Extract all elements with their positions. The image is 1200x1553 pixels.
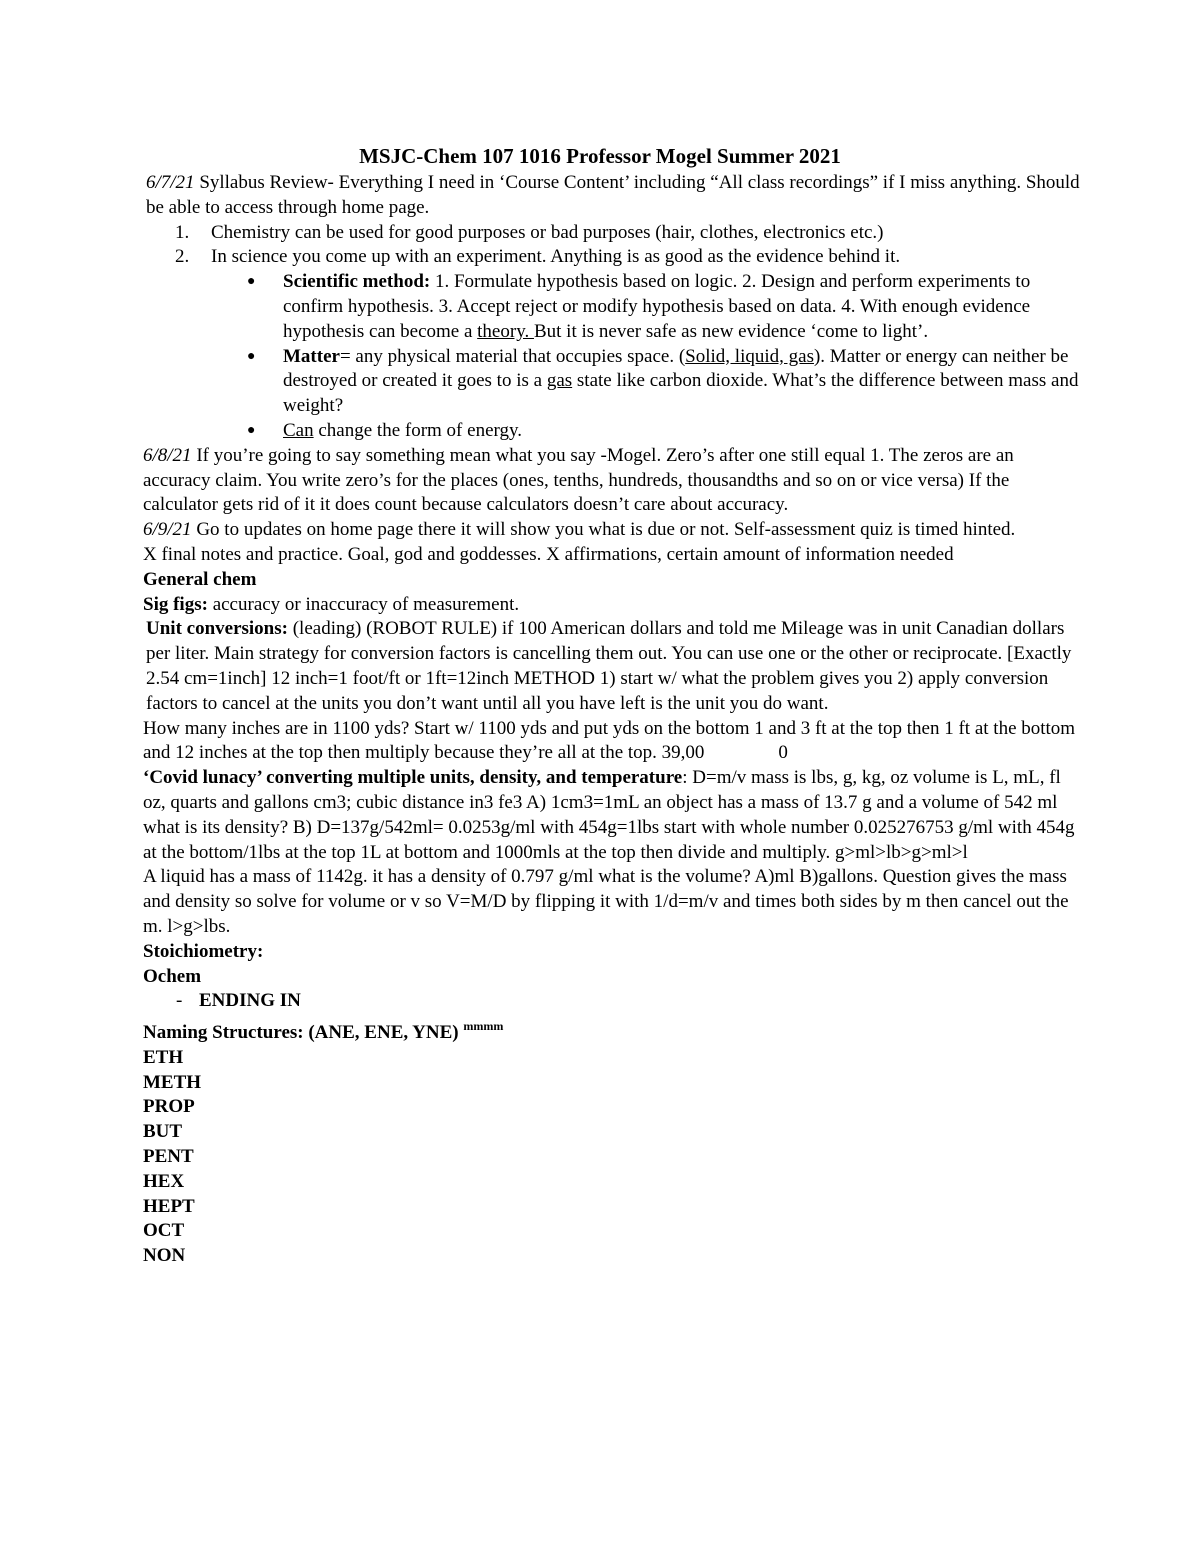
bullet-scientific-method bbox=[143, 270, 1080, 344]
bullet-matter bbox=[143, 345, 1080, 419]
bullet-text: ). Matter or energy can neither be destroyed or created it goes to is a bbox=[283, 345, 1069, 392]
sig-figs-label: Sig figs: bbox=[143, 593, 208, 615]
heading-ochem: Ochem bbox=[143, 965, 202, 987]
bullet-text: state like carbon dioxide. What’s the difference between mass and weight? bbox=[283, 370, 1079, 417]
bullet-energy bbox=[143, 419, 1080, 444]
inches-question-text: How many inches are in 1100 yds? Start w/ 1100 yds and put yds on the bottom 1 and 3 ft at the top then 1 ft at the bottom and 12 inches at the top then multiply because they’re all at the top. 39,00 bbox=[143, 717, 1076, 764]
prefix-list bbox=[143, 1046, 1080, 1269]
sig-figs-text: accuracy or inaccuracy of measurement. bbox=[207, 593, 520, 615]
prefix-item: ETH bbox=[143, 1046, 184, 1068]
unit-conversions bbox=[143, 617, 1080, 716]
prefix-item: BUT bbox=[143, 1121, 183, 1143]
inches-question bbox=[143, 717, 1080, 767]
bullet-icon: ● bbox=[247, 422, 256, 438]
bullet-text: = any physical material that occupies space. ( bbox=[339, 345, 686, 367]
prefix-item: PROP bbox=[143, 1096, 195, 1118]
sig-figs bbox=[143, 593, 1080, 618]
covid-label: ‘Covid lunacy’ converting multiple units, density, and temperature bbox=[143, 767, 683, 789]
heading-stoichiometry: Stoichiometry: bbox=[143, 940, 264, 962]
dash-marker: - bbox=[176, 990, 183, 1012]
bullet-label: Scientific method: bbox=[283, 271, 431, 293]
prefix-item: OCT bbox=[143, 1220, 185, 1242]
prefix-item: METH bbox=[143, 1071, 202, 1093]
entry-text: Go to updates on home page there it will show you what is due or not. Self-assessment quiz is timed hinted. bbox=[191, 519, 1016, 541]
bullet-list bbox=[143, 270, 1080, 444]
numbered-item-1 bbox=[143, 221, 1080, 246]
x-notes: X final notes and practice. Goal, god and goddesses. X affirmations, certain amount of information needed bbox=[143, 543, 954, 565]
entry-text: If you’re going to say something mean what you say -Mogel. Zero’s after one still equal 1. The zeros are an accuracy claim. You write zero’s for the places (ones, tenths, hundreds, thousandths and so on or vice versa) If the calculator gets rid of it it does count because calculators doesn’t care about accuracy. bbox=[143, 444, 1014, 516]
item-text: In science you come up with an experiment. Anything is as good as the evidence behind it. bbox=[211, 246, 901, 268]
naming-text: Naming Structures: (ANE, ENE, YNE) bbox=[143, 1022, 464, 1044]
bullet-icon: ● bbox=[247, 274, 256, 290]
covid-text: : D=m/v mass is lbs, g, kg, oz volume is L, mL, fl oz, quarts and gallons cm3; cubic distance in3 fe3 A) 1cm3=1mL an object has a mass of 13.7 g and a volume of 542 ml what is its density? B) D=137g/542ml= 0.0253g/ml with 454g=1lbs start with whole number 0.025276753 g/ml with 454g at the bottom/1lbs at the top 1L at bottom and 1000mls at the top then divide and multiply. g>ml>lb>g>ml>l bbox=[143, 767, 1075, 863]
underlined-text: Solid, liquid, gas bbox=[685, 345, 814, 367]
dash-item-text: ENDING IN bbox=[199, 990, 301, 1012]
item-text: Chemistry can be used for good purposes or bad purposes (hair, clothes, electronics etc.) bbox=[211, 221, 884, 243]
unit-conversions-label: Unit conversions: bbox=[146, 618, 288, 640]
entry-text: Syllabus Review- Everything I need in ‘Course Content’ including “All class recordings” if I miss anything. Should be able to access through home page. bbox=[146, 172, 1080, 218]
prefix-item: NON bbox=[143, 1245, 186, 1267]
entry-date: 6/7/21 bbox=[146, 172, 195, 193]
unit-conversions-text: (leading) (ROBOT RULE) if 100 American dollars and told me Mileage was in unit Canadian dollars per liter. Main strategy for conversion factors is cancelling them out. You can use one or the other or reciprocate. [Exactly 2.54 cm=1inch] 12 inch=1 foot/ft or 1ft=12inch METHOD 1) start w/ what the problem gives you 2) apply conversion factors to cancel at the units you don’t want until all you have left is the unit you do want. bbox=[146, 618, 1072, 714]
numbered-list bbox=[143, 221, 1080, 271]
inches-question-tail: 0 bbox=[778, 742, 788, 764]
entry-date: 6/8/21 bbox=[143, 444, 192, 466]
bullet-text: change the form of energy. bbox=[313, 419, 522, 441]
entry-6-8 bbox=[143, 444, 1080, 518]
entry-6-9 bbox=[143, 518, 1080, 543]
numbered-item-2 bbox=[143, 245, 1080, 270]
dash-list-item bbox=[143, 989, 1080, 1014]
item-number: 1. bbox=[175, 221, 190, 243]
underlined-text: theory. bbox=[477, 320, 534, 342]
liquid-question: A liquid has a mass of 1142g. it has a density of 0.797 g/ml what is the volume? A)ml B)gallons. Question gives the mass and density so solve for volume or v so V=M/D by flipping it with 1/d=m/v and times both sides by m then cancel out the m. l>g>lbs. bbox=[143, 866, 1069, 937]
entry-date: 6/9/21 bbox=[143, 519, 192, 541]
underlined-text: gas bbox=[546, 370, 573, 392]
bullet-text: But it is never safe as new evidence ‘come to light’. bbox=[533, 320, 929, 342]
heading-general-chem: General chem bbox=[143, 568, 257, 590]
naming-superscript: mmmm bbox=[463, 1019, 504, 1034]
bullet-icon: ● bbox=[247, 348, 256, 364]
bullet-label: Matter bbox=[283, 345, 340, 367]
underlined-text: Can bbox=[283, 419, 314, 441]
entry-6-7 bbox=[143, 171, 1080, 221]
prefix-item: HEPT bbox=[143, 1195, 195, 1217]
prefix-item: PENT bbox=[143, 1146, 194, 1168]
heading-naming-structures bbox=[143, 1014, 1080, 1046]
prefix-item: HEX bbox=[143, 1170, 185, 1192]
covid-lunacy bbox=[143, 766, 1080, 865]
bullet-text: 1. Formulate hypothesis based on logic. 2. Design and perform experiments to confirm hypothesis. 3. Accept reject or modify hypothesis based on data. 4. With enough evidence hypothesis can become a bbox=[283, 271, 1031, 342]
item-number: 2. bbox=[175, 246, 190, 268]
page-title: MSJC-Chem 107 1016 Professor Mogel Summer 2021 bbox=[359, 144, 841, 168]
